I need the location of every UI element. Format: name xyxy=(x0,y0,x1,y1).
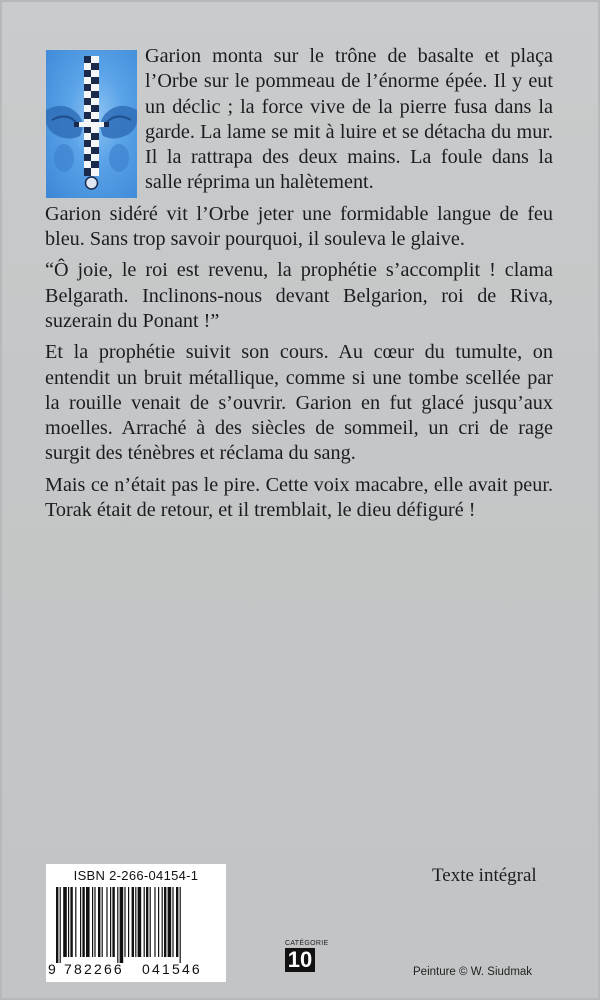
barcode-block xyxy=(46,864,226,982)
blurb-paragraph: Garion monta sur le trône de basalte et plaça l’Orbe sur le pommeau de l’énorme épée. Il y eut un déclic ; la force vive de la pierre fusa dans la garde. La lame se mit à luire et se détacha du mur. Il la rattrapa des deux mains. La foule dans la salle réprima un halètement. xyxy=(145,45,553,194)
blurb-paragraph: Mais ce n’était pas le pire. Cette voix macabre, elle avait peur. Torak était de retour, et il tremblait, le dieu défiguré ! xyxy=(45,473,553,522)
isbn-label: ISBN 2-266-04154-1 xyxy=(73,868,199,883)
blurb-paragraph: Et la prophétie suivit son cours. Au cœur du tumulte, on entendit un bruit métallique, comme si une tombe scellée par la rouille venait de s’ouvrir. Garion en fut glacé jusqu’aux moelles. Arraché à des siècles de sommeil, un cri de rage surgit des ténèbres et réclama du sang. xyxy=(45,341,553,465)
back-cover-blurb xyxy=(45,44,553,529)
ean-first-digit: 9 xyxy=(48,961,58,977)
category-label: CATÉGORIE xyxy=(285,940,329,947)
ean-group-right: 041546 xyxy=(142,961,202,977)
painting-credit: Peinture © W. Siudmak xyxy=(413,966,533,978)
category-number: 10 xyxy=(285,948,315,972)
barcode-bars xyxy=(56,887,216,963)
image-spacer xyxy=(45,44,145,196)
ean-group-left: 782266 xyxy=(64,961,124,977)
texte-integral-label: Texte intégral xyxy=(432,865,537,886)
category-badge xyxy=(285,940,329,972)
blurb-paragraph: Garion sidéré vit l’Orbe jeter une formidable langue de feu bleu. Sans trop savoir pourquoi, il souleva le glaive. xyxy=(45,202,553,251)
blurb-paragraph: “Ô joie, le roi est revenu, la prophétie s’accomplit ! clama Belgarath. Inclinons-nous devant Belgarion, roi de Riva, suzerain du Ponant !” xyxy=(45,259,553,332)
